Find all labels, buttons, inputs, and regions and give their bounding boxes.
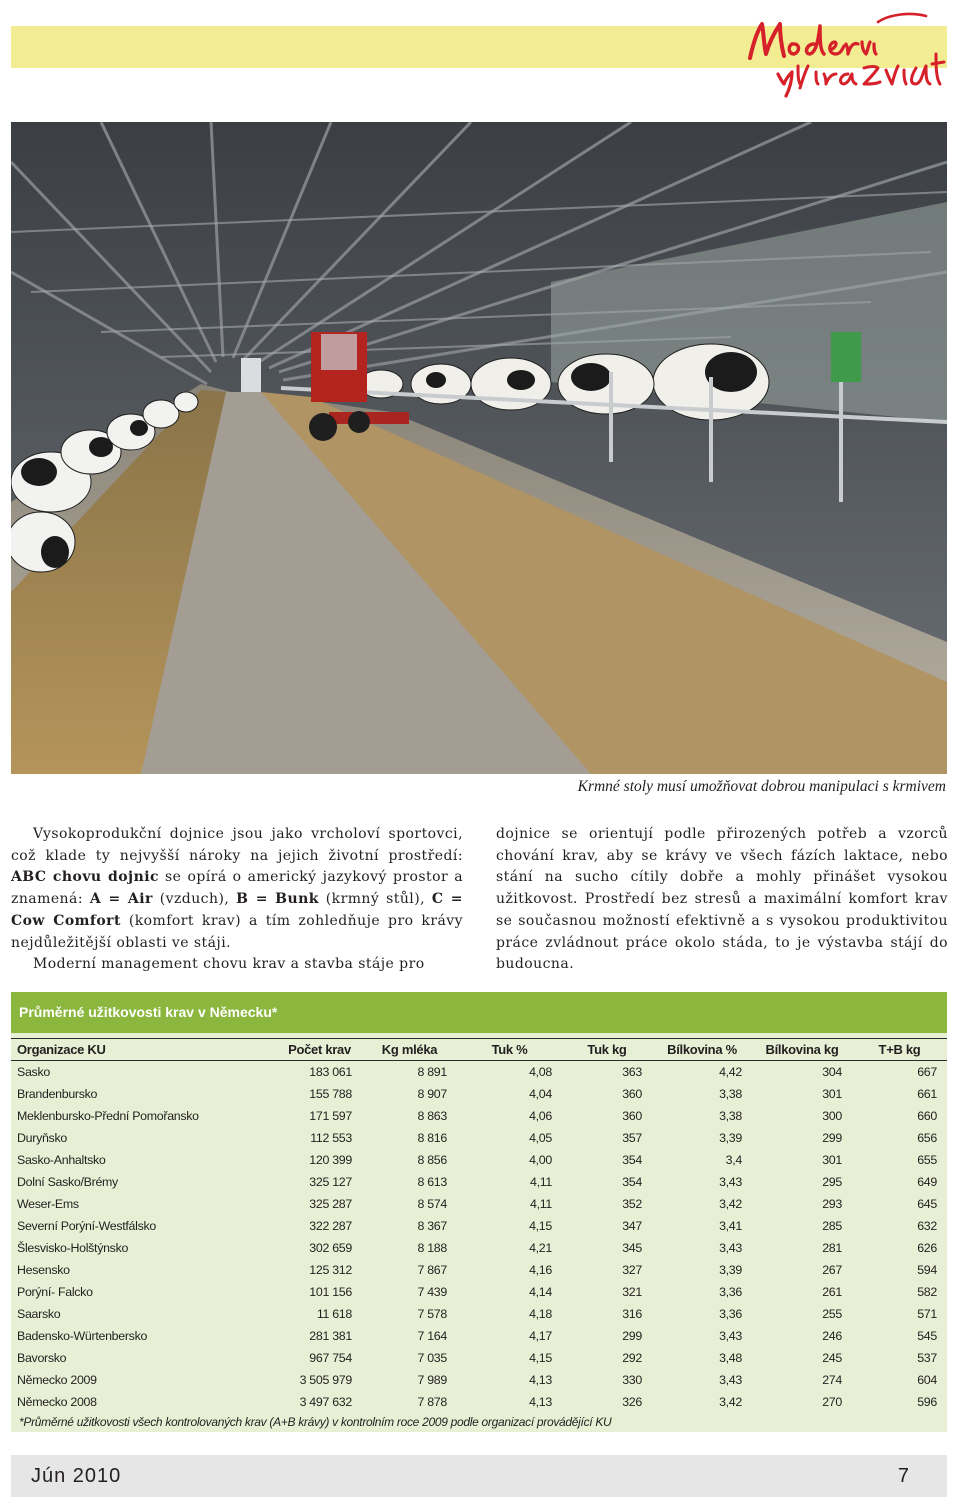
article-column-right <box>496 824 948 976</box>
cell-value: 120 399 <box>309 1153 352 1167</box>
cell-region: Bavorsko <box>17 1351 67 1365</box>
cell-value: 295 <box>822 1175 842 1189</box>
cell-value: 3,39 <box>719 1131 742 1145</box>
cell-value: 582 <box>917 1285 937 1299</box>
article-intro <box>11 824 463 954</box>
article-second-paragraph: Moderní management chovu krav a stavba stáje pro <box>33 956 425 973</box>
cell-value: 3,36 <box>719 1285 742 1299</box>
cell-value: 363 <box>622 1065 642 1079</box>
cell-region: Dolní Sasko/Brémy <box>17 1175 118 1189</box>
cell-value: 155 788 <box>309 1087 352 1101</box>
cell-value: 545 <box>917 1329 937 1343</box>
cell-value: 261 <box>822 1285 842 1299</box>
cell-value: 7 035 <box>417 1351 447 1365</box>
cell-value: 7 867 <box>417 1263 447 1277</box>
cell-value: 4,42 <box>719 1065 742 1079</box>
cell-value: 4,13 <box>529 1395 552 1409</box>
cell-value: 596 <box>917 1395 937 1409</box>
col-header-pocet-krav: Počet krav <box>277 1039 362 1061</box>
cell-value: 8 367 <box>417 1219 447 1233</box>
cell-value: 112 553 <box>310 1131 352 1145</box>
b-term: B = Bunk <box>236 891 319 908</box>
table-row <box>11 1127 947 1149</box>
cell-value: 571 <box>917 1307 937 1321</box>
cell-value: 660 <box>917 1109 937 1123</box>
cell-value: 7 578 <box>417 1307 447 1321</box>
cell-value: 270 <box>822 1395 842 1409</box>
cell-value: 357 <box>622 1131 642 1145</box>
cell-value: 3,38 <box>719 1109 742 1123</box>
photo-caption: Krmné stoly musí umožňovat dobrou manipulaci s krmivem <box>577 778 946 795</box>
cell-value: 667 <box>917 1065 937 1079</box>
cell-value: 4,18 <box>529 1307 552 1321</box>
intro-text: Vysokoprodukční dojnice jsou jako vrcholoví sportovci, což klade ty nejvyšší nároky na jejich životní prostředí: <box>11 826 463 864</box>
cell-value: 347 <box>622 1219 642 1233</box>
table-row <box>11 1303 947 1325</box>
stats-table-box <box>11 992 947 1432</box>
col-header-organizace: Organizace KU <box>11 1039 277 1061</box>
col-header-kg-mleka: Kg mléka <box>362 1039 457 1061</box>
cell-value: 3,38 <box>719 1087 742 1101</box>
cell-value: 656 <box>917 1131 937 1145</box>
cell-value: 274 <box>822 1373 842 1387</box>
table-title: Průměrné užitkovosti krav v Německu* <box>11 992 947 1033</box>
cell-value: 321 <box>622 1285 642 1299</box>
cell-value: 325 127 <box>309 1175 352 1189</box>
table-row <box>11 1193 947 1215</box>
cell-value: 8 574 <box>417 1197 447 1211</box>
cell-value: 4,15 <box>529 1219 552 1233</box>
cell-value: 632 <box>917 1219 937 1233</box>
cell-region: Meklenbursko-Přední Pomořansko <box>17 1109 199 1123</box>
table-row <box>11 1171 947 1193</box>
cell-value: 8 816 <box>417 1131 447 1145</box>
cell-value: 183 061 <box>309 1065 352 1079</box>
cell-value: 649 <box>917 1175 937 1189</box>
cell-value: 301 <box>822 1087 842 1101</box>
cell-region: Badensko-Würtenbersko <box>17 1329 148 1343</box>
c-term: C = Cow Comfort <box>11 891 463 929</box>
cell-value: 3,42 <box>719 1197 742 1211</box>
cell-value: 125 312 <box>309 1263 352 1277</box>
cell-value: 4,05 <box>529 1131 552 1145</box>
abc-term: ABC chovu dojnic <box>11 869 159 886</box>
cell-value: 967 754 <box>309 1351 352 1365</box>
cell-value: 330 <box>622 1373 642 1387</box>
cell-value: 4,00 <box>529 1153 552 1167</box>
footer-bar <box>11 1455 947 1497</box>
cell-value: 4,04 <box>529 1087 552 1101</box>
cell-region: Saarsko <box>17 1307 61 1321</box>
cell-value: 326 <box>622 1395 642 1409</box>
cell-value: 8 891 <box>417 1065 447 1079</box>
c-meaning: (komfort krav) a tím zohledňuje pro krávy nejdůležitější oblasti ve stáji. <box>11 912 463 951</box>
cell-value: 246 <box>822 1329 842 1343</box>
cell-region: Weser-Ems <box>17 1197 79 1211</box>
cell-value: 655 <box>917 1153 937 1167</box>
cell-value: 3,43 <box>719 1175 742 1189</box>
cell-value: 604 <box>917 1373 937 1387</box>
cell-value: 354 <box>622 1153 642 1167</box>
cell-value: 3,43 <box>719 1329 742 1343</box>
cell-value: 3 505 979 <box>299 1373 352 1387</box>
b-meaning: (krmný stůl), <box>318 891 432 908</box>
cell-value: 8 613 <box>417 1175 447 1189</box>
cell-value: 3,4 <box>725 1153 742 1167</box>
abc-explanation: se opírá o americký jazykový prostor a znamená: <box>11 869 463 908</box>
cell-value: 299 <box>622 1329 642 1343</box>
cell-value: 301 <box>822 1153 842 1167</box>
cell-value: 302 659 <box>309 1241 352 1255</box>
cell-value: 4,11 <box>530 1175 552 1189</box>
barn-photo <box>11 122 947 774</box>
cell-value: 8 856 <box>417 1153 447 1167</box>
cell-value: 645 <box>917 1197 937 1211</box>
cell-value: 245 <box>822 1351 842 1365</box>
cell-value: 360 <box>622 1109 642 1123</box>
cell-value: 281 381 <box>309 1329 352 1343</box>
cell-value: 537 <box>917 1351 937 1365</box>
table-header-row <box>11 1039 947 1061</box>
cell-value: 3,48 <box>719 1351 742 1365</box>
table-row <box>11 1347 947 1369</box>
table-row <box>11 1149 947 1171</box>
cell-value: 352 <box>622 1197 642 1211</box>
cell-value: 594 <box>917 1263 937 1277</box>
col-header-bilkovina-pct: Bílkovina % <box>652 1039 752 1061</box>
a-meaning: (vzduch), <box>152 891 237 908</box>
cell-value: 4,16 <box>529 1263 552 1277</box>
cell-region: Německo 2009 <box>17 1373 97 1387</box>
table-row <box>11 1391 947 1413</box>
table-row <box>11 1325 947 1347</box>
cell-region: Severní Porýní-Westfálsko <box>17 1219 156 1233</box>
col-header-tuk-kg: Tuk kg <box>562 1039 652 1061</box>
cell-value: 3 497 632 <box>299 1395 352 1409</box>
page-number: 7 <box>897 1465 909 1487</box>
cell-value: 7 164 <box>417 1329 447 1343</box>
cell-value: 3,39 <box>719 1263 742 1277</box>
cell-value: 4,08 <box>529 1065 552 1079</box>
col-header-tuk-pct: Tuk % <box>457 1039 562 1061</box>
cell-value: 3,43 <box>719 1241 742 1255</box>
cell-value: 4,06 <box>529 1109 552 1123</box>
cell-value: 4,17 <box>529 1329 552 1343</box>
cell-value: 3,42 <box>719 1395 742 1409</box>
cell-region: Hesensko <box>17 1263 70 1277</box>
cell-region: Porýní- Falcko <box>17 1285 93 1299</box>
cell-value: 3,41 <box>719 1219 742 1233</box>
a-term: A = Air <box>89 891 153 908</box>
cell-value: 285 <box>822 1219 842 1233</box>
article-column-left <box>11 824 463 976</box>
cell-region: Sasko-Anhaltsko <box>17 1153 106 1167</box>
cell-value: 360 <box>622 1087 642 1101</box>
cell-value: 4,13 <box>529 1373 552 1387</box>
cell-value: 4,15 <box>529 1351 552 1365</box>
table-row <box>11 1281 947 1303</box>
article-right-paragraph: dojnice se orientují podle přirozených potřeb a vzorců chování krav, aby se krávy ve všech fázích laktace, nebo stání na sucho cítily dobře a mohly přinášet vysokou užitkovost. Prostředí bez stresů a maximální komfort krav se současnou možností efektivně a s vysokou produktivitou práce zvládnout práce okolo stáda, to je výstavba stájí do budoucna. <box>496 826 948 973</box>
cell-value: 345 <box>622 1241 642 1255</box>
issue-date: Jún 2010 <box>31 1465 122 1487</box>
cell-region: Brandenbursko <box>17 1087 98 1101</box>
cell-value: 7 439 <box>417 1285 447 1299</box>
stats-table <box>11 1038 947 1413</box>
cell-value: 293 <box>822 1197 842 1211</box>
cell-value: 4,14 <box>529 1285 552 1299</box>
table-row <box>11 1083 947 1105</box>
magazine-logo <box>740 4 950 100</box>
cell-value: 4,11 <box>530 1197 552 1211</box>
cell-value: 255 <box>822 1307 842 1321</box>
cell-value: 626 <box>917 1241 937 1255</box>
cell-value: 3,43 <box>719 1373 742 1387</box>
cell-value: 8 863 <box>417 1109 447 1123</box>
cell-value: 316 <box>622 1307 642 1321</box>
cell-value: 300 <box>822 1109 842 1123</box>
cell-value: 292 <box>622 1351 642 1365</box>
cell-value: 171 597 <box>309 1109 352 1123</box>
table-row <box>11 1237 947 1259</box>
cell-value: 11 618 <box>316 1307 352 1321</box>
cell-value: 354 <box>622 1175 642 1189</box>
table-row <box>11 1061 947 1084</box>
cell-value: 8 188 <box>417 1241 447 1255</box>
cell-value: 101 156 <box>309 1285 352 1299</box>
cell-value: 3,36 <box>719 1307 742 1321</box>
table-body <box>11 1061 947 1414</box>
cell-region: Německo 2008 <box>17 1395 97 1409</box>
cell-region: Sasko <box>17 1065 50 1079</box>
table-footnote: *Průměrné užitkovosti všech kontrolovaných krav (A+B krávy) v kontrolním roce 2009 podle organizací provádějící KU <box>19 1415 612 1429</box>
cell-value: 4,21 <box>529 1241 552 1255</box>
cell-value: 304 <box>822 1065 842 1079</box>
cell-value: 325 287 <box>309 1197 352 1211</box>
cell-value: 267 <box>822 1263 842 1277</box>
col-header-tb-kg: T+B kg <box>852 1039 947 1061</box>
cell-region: Duryňsko <box>17 1131 67 1145</box>
cell-value: 661 <box>917 1087 937 1101</box>
table-row <box>11 1259 947 1281</box>
cell-value: 7 878 <box>417 1395 447 1409</box>
cell-value: 281 <box>822 1241 842 1255</box>
cell-region: Šlesvisko-Holštýnsko <box>17 1241 129 1255</box>
cell-value: 8 907 <box>417 1087 447 1101</box>
cell-value: 327 <box>622 1263 642 1277</box>
cell-value: 322 287 <box>309 1219 352 1233</box>
cell-value: 7 989 <box>417 1373 447 1387</box>
cell-value: 299 <box>822 1131 842 1145</box>
col-header-bilkovina-kg: Bílkovina kg <box>752 1039 852 1061</box>
table-row <box>11 1369 947 1391</box>
table-row <box>11 1105 947 1127</box>
table-row <box>11 1215 947 1237</box>
